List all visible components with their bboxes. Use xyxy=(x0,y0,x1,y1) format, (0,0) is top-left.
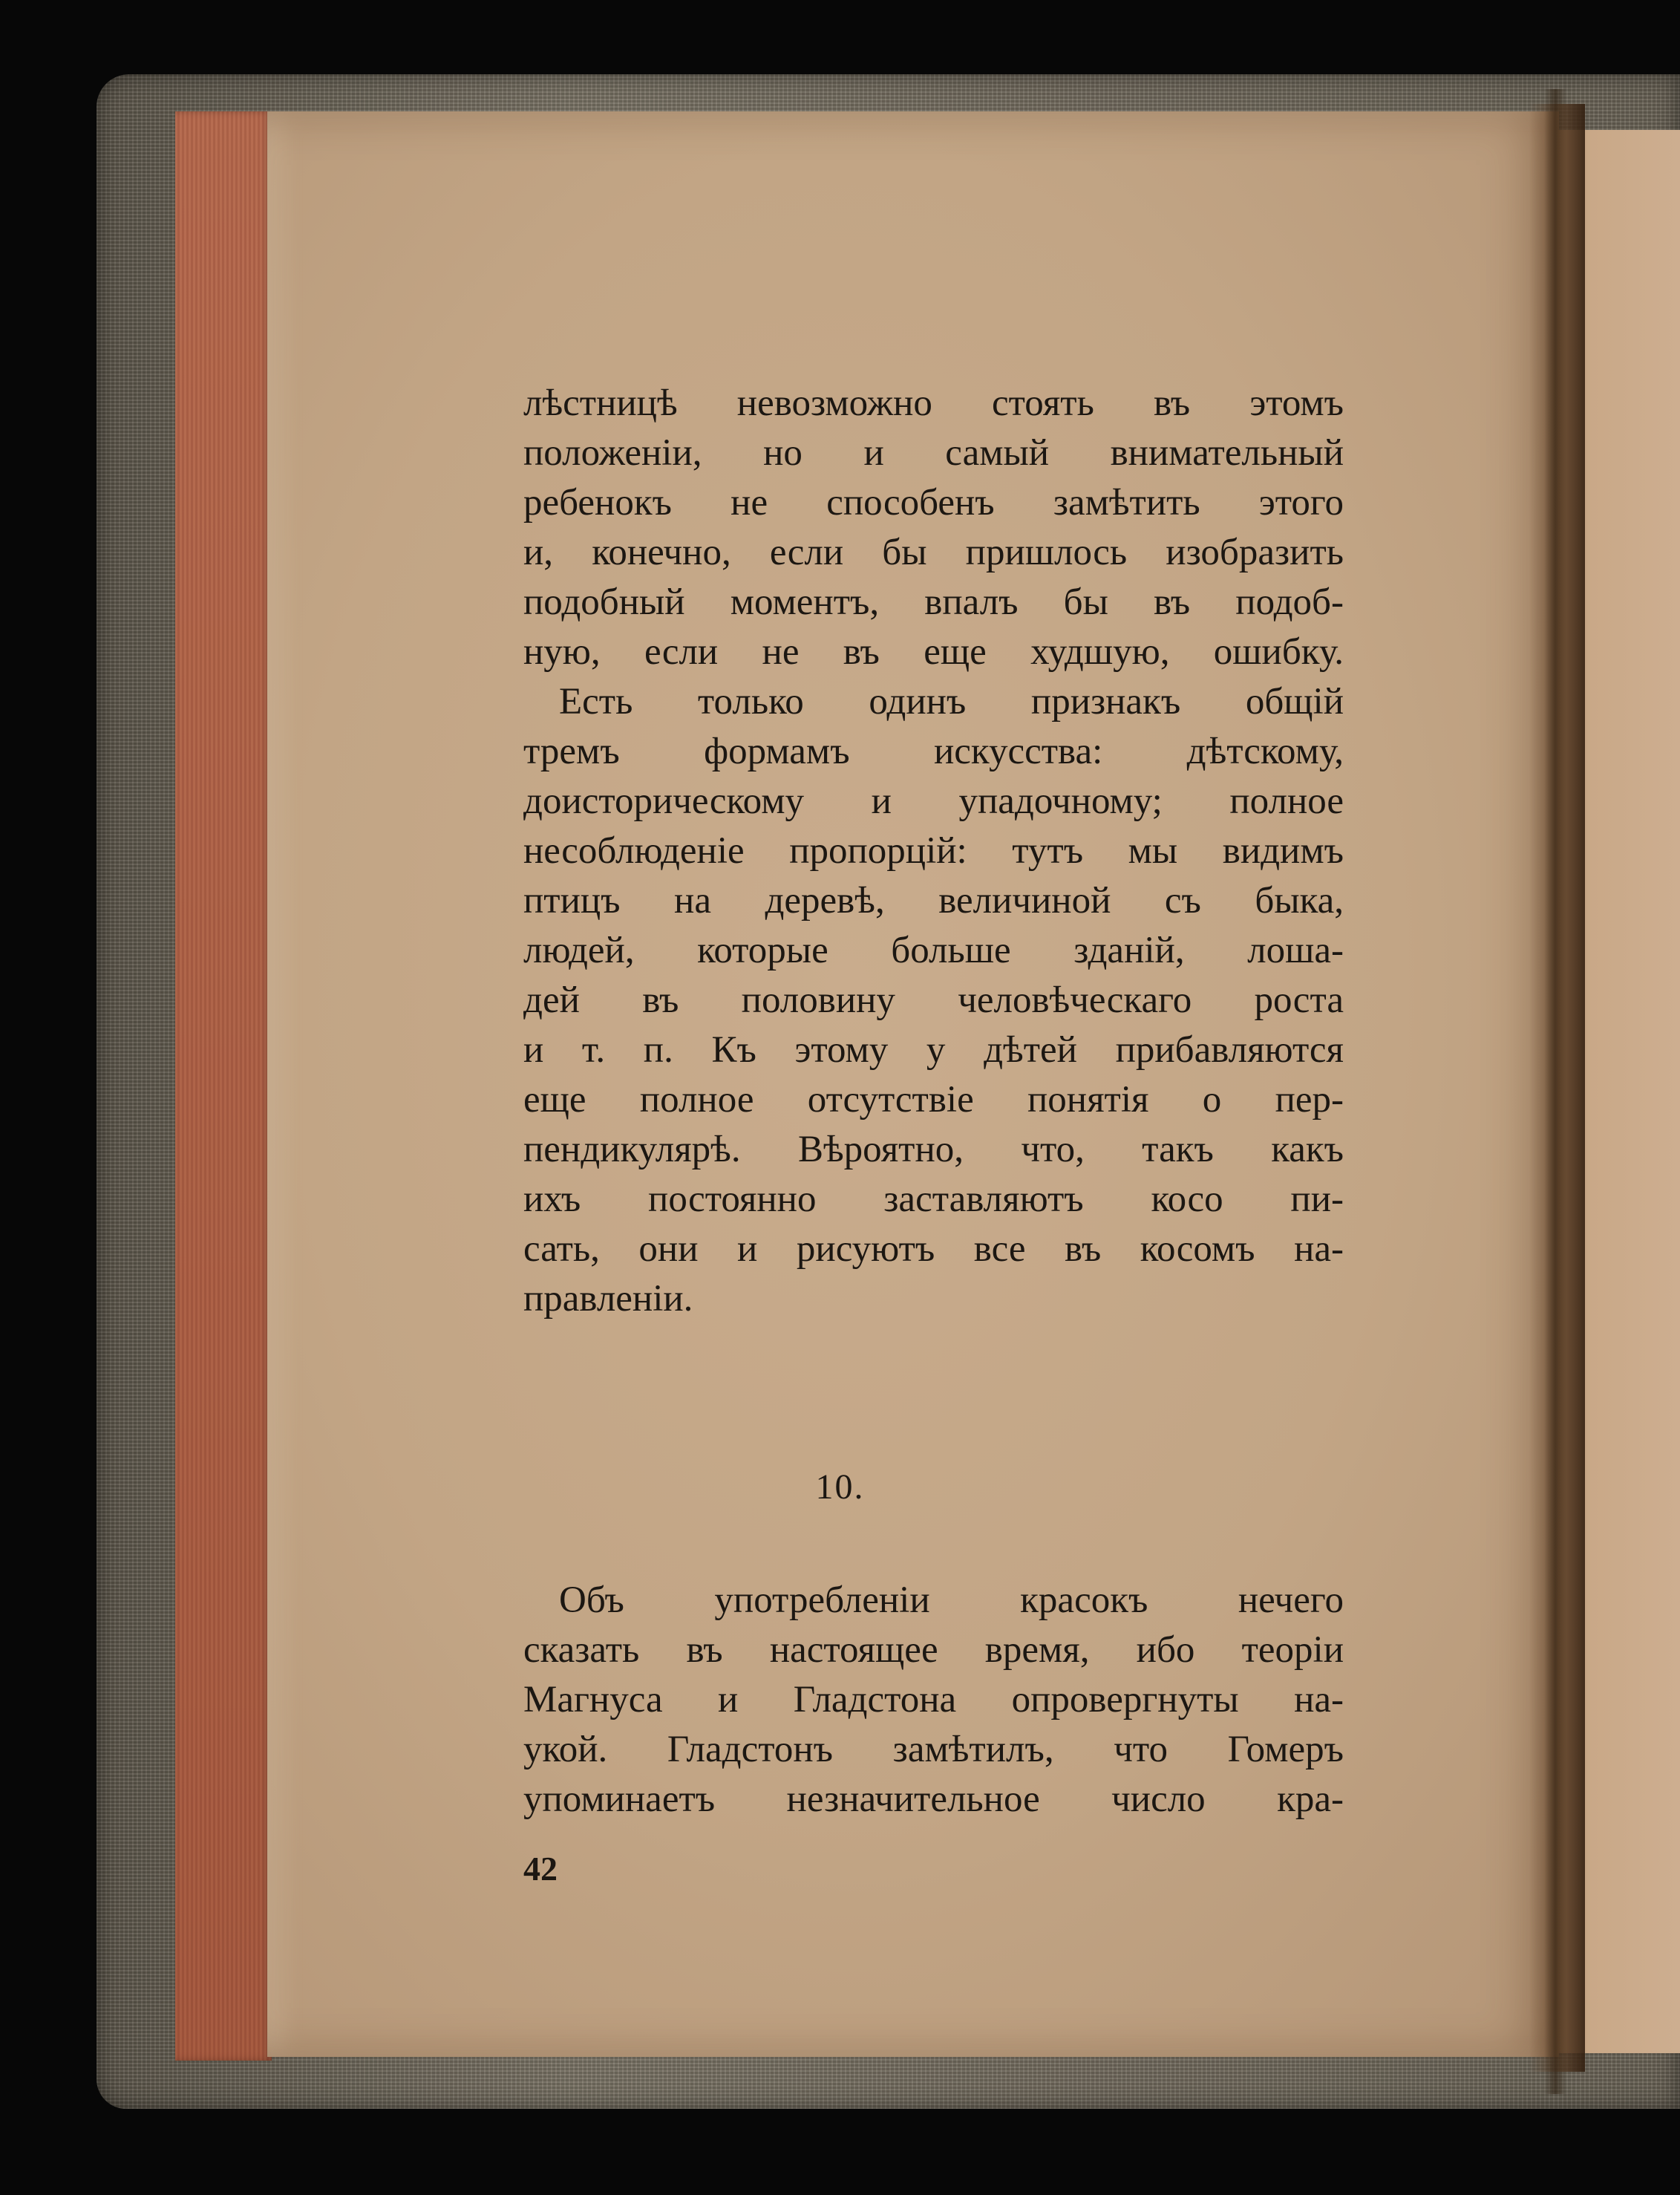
body-text xyxy=(523,379,1344,1324)
body-text-section xyxy=(523,1576,1344,1824)
text-line: лѣстницѣ невозможно стоять въ этомъ xyxy=(523,382,1344,424)
text-line: тремъ формамъ искусства: дѣтскому, xyxy=(523,731,1344,772)
text-line: упоминаетъ незначительное число кра- xyxy=(523,1778,1344,1820)
page-number: 42 xyxy=(523,1850,558,1888)
text-line: доисторическому и упадочному; полное xyxy=(523,780,1344,822)
text-line: положенiи, но и самый внимательный xyxy=(523,432,1344,474)
text-line: сать, они и рисуютъ все въ косомъ на- xyxy=(523,1228,1344,1270)
text-line: дей въ половину человѣческаго роста xyxy=(523,979,1344,1021)
text-line: несоблюденiе пропорцiй: тутъ мы видимъ xyxy=(523,830,1344,872)
text-line: Объ употребленiи красокъ нечего xyxy=(559,1579,1344,1621)
text-line: и т. п. Къ этому у дѣтей прибавляются xyxy=(523,1029,1344,1071)
spine-shadow xyxy=(1544,89,1566,2094)
text-line: Есть только одинъ признакъ общiй xyxy=(559,681,1344,723)
text-line: подобный моментъ, впалъ бы въ подоб- xyxy=(523,581,1344,623)
text-line: Магнуса и Гладстона опровергнуты на- xyxy=(523,1679,1344,1721)
text-line: и, конечно, если бы пришлось изобразить xyxy=(523,532,1344,573)
text-line: укой. Гладстонъ замѣтилъ, что Гомеръ xyxy=(523,1729,1344,1770)
text-line: ребенокъ не способенъ замѣтить этого xyxy=(523,482,1344,524)
text-line: птицъ на деревѣ, величиной съ быка, xyxy=(523,880,1344,922)
text-line: ихъ постоянно заставляютъ косо пи- xyxy=(523,1178,1344,1220)
text-line: сказать въ настоящее время, ибо теорiи xyxy=(523,1629,1344,1671)
text-line: ную, если не въ еще худшую, ошибку. xyxy=(523,631,1344,673)
text-line: пендикулярѣ. Вѣроятно, что, такъ какъ xyxy=(523,1129,1344,1170)
page-edges xyxy=(175,111,272,2061)
text-line: правленiи. xyxy=(523,1278,693,1320)
text-line: людей, которые больше зданiй, лоша- xyxy=(523,930,1344,971)
text-line: еще полное отсутствiе понятiя о пер- xyxy=(523,1079,1344,1121)
section-number: 10. xyxy=(815,1467,865,1507)
